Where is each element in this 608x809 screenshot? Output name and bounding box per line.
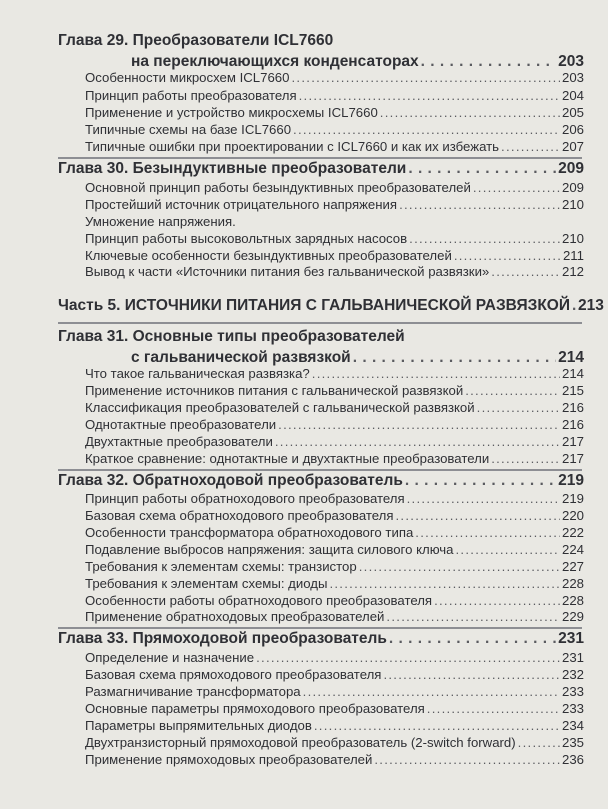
entry-title: Принцип работы обратноходового преобразователя (85, 491, 405, 506)
leader-dots (275, 434, 560, 450)
leader-dots (477, 400, 560, 416)
entry-title: Простейший источник отрицательного напряжения (85, 197, 398, 212)
entry-title: Основной принцип работы безындуктивных преобразователей (85, 180, 471, 195)
entry-page: 210 (561, 231, 584, 246)
leader-dots (415, 525, 560, 541)
chapter-29-heading (58, 30, 584, 72)
toc-entry (85, 248, 584, 264)
toc-entry (85, 667, 584, 683)
entry-page: 227 (561, 559, 584, 574)
entry-page: 215 (561, 383, 584, 398)
leader-dots (353, 347, 556, 368)
entry-page: 216 (561, 417, 584, 432)
toc-entry (85, 593, 584, 609)
entry-title: Основные параметры прямоходового преобразователя (85, 701, 425, 716)
entry-title: Базовая схема обратноходового преобразователя (85, 508, 394, 523)
part-5-heading (58, 297, 604, 315)
chapter-title: Глава 30. Безындуктивные преобразователи (58, 160, 407, 177)
chapter-33-heading (58, 628, 584, 649)
entry-page: 229 (561, 609, 584, 624)
entry-title: Подавление выбросов напряжения: защита силового ключа (85, 542, 454, 557)
toc-entry (85, 70, 584, 86)
chapter-title: Глава 32. Обратноходовой преобразователь (58, 472, 403, 489)
entry-page: 212 (561, 264, 584, 279)
entry-page: 234 (561, 718, 584, 733)
entry-page: 224 (561, 542, 584, 557)
chapter-title: Глава 29. Преобразователи ICL7660 (58, 32, 334, 49)
leader-dots (329, 576, 560, 592)
leader-dots (299, 88, 560, 104)
leader-dots (396, 508, 560, 524)
leader-dots (501, 139, 560, 155)
toc-entry (85, 105, 584, 121)
entry-page: 214 (561, 366, 584, 381)
entry-title: Применение обратноходовых преобразователей (85, 609, 385, 624)
entry-page: 236 (561, 752, 584, 767)
entry-title: Двухтранзисторный прямоходовой преобразователь (2-switch forward) (85, 735, 516, 750)
toc-entry (85, 214, 584, 230)
entry-page: 233 (561, 684, 584, 699)
leader-dots (407, 491, 560, 507)
toc-entry (85, 718, 584, 734)
leader-dots (454, 248, 561, 264)
section-divider (58, 322, 582, 324)
toc-entry (85, 264, 584, 280)
toc-entry (85, 701, 584, 717)
entry-title: Особенности работы обратноходового преобразователя (85, 593, 433, 608)
leader-dots (312, 366, 560, 382)
entry-page: 209 (561, 180, 584, 195)
toc-entry (85, 609, 584, 625)
entry-title: Применение и устройство микросхемы ICL7660 (85, 105, 378, 120)
entry-title: Базовая схема прямоходового преобразователя (85, 667, 382, 682)
chapter-page: 231 (558, 630, 584, 647)
leader-dots (434, 593, 560, 609)
entry-title: Однотактные преобразователи (85, 417, 277, 432)
part-title: Часть 5. ИСТОЧНИКИ ПИТАНИЯ С ГАЛЬВАНИЧЕСКОЙ РАЗВЯЗКОЙ (58, 297, 570, 314)
leader-dots (491, 264, 560, 280)
entry-title: Что такое гальваническая развязка? (85, 366, 310, 381)
entry-page: 207 (561, 139, 584, 154)
chapter-32-heading (58, 470, 584, 491)
chapter-page: 219 (558, 472, 584, 489)
entry-page: 233 (561, 701, 584, 716)
chapter-page: 214 (558, 349, 584, 366)
toc-entry (85, 400, 584, 416)
chapter-page: 203 (558, 53, 584, 70)
leader-dots (291, 70, 560, 86)
entry-title: Типичные схемы на базе ICL7660 (85, 122, 292, 137)
toc-entry (85, 576, 584, 592)
leader-dots (408, 158, 556, 179)
toc-entry (85, 542, 584, 558)
entry-page: 217 (561, 451, 584, 466)
entry-page: 235 (561, 735, 584, 750)
chapter-title-cont: на переключающихся конденсаторах (131, 53, 419, 70)
toc-entry (85, 525, 584, 541)
entry-title: Особенности трансформатора обратноходового типа (85, 525, 414, 540)
entry-title: Размагничивание трансформатора (85, 684, 301, 699)
leader-dots (518, 735, 560, 751)
chapter-title: Глава 33. Прямоходовой преобразователь (58, 630, 387, 647)
entry-page: 216 (561, 400, 584, 415)
part-page: 213 (578, 297, 604, 314)
toc-entry (85, 559, 584, 575)
chapter-page: 209 (558, 160, 584, 177)
leader-dots (293, 122, 560, 138)
entry-page: 220 (561, 508, 584, 523)
chapter-31-heading (58, 326, 584, 368)
leader-dots (278, 417, 560, 433)
entry-title: Применение прямоходовых преобразователей (85, 752, 373, 767)
chapter-title-cont: с гальванической развязкой (131, 349, 351, 366)
leader-dots (386, 609, 560, 625)
toc-entry (85, 383, 584, 399)
leader-dots (380, 105, 560, 121)
toc-entry (85, 197, 584, 213)
entry-title: Определение и назначение (85, 650, 255, 665)
entry-title: Краткое сравнение: однотактные и двухтактные преобразователи (85, 451, 490, 466)
entry-title: Параметры выпрямительных диодов (85, 718, 312, 733)
entry-page: 232 (561, 667, 584, 682)
leader-dots (405, 470, 556, 491)
leader-dots (389, 628, 556, 649)
entry-title: Принцип работы преобразователя (85, 88, 297, 103)
toc-entry (85, 491, 584, 507)
entry-title: Требования к элементам схемы: транзистор (85, 559, 357, 574)
entry-title: Двухтактные преобразователи (85, 434, 273, 449)
leader-dots (303, 684, 560, 700)
leader-dots (383, 667, 560, 683)
entry-title: Особенности микросхем ICL7660 (85, 70, 290, 85)
leader-dots (465, 383, 560, 399)
leader-dots (256, 650, 560, 666)
entry-page: 228 (561, 576, 584, 591)
leader-dots (359, 559, 560, 575)
entry-page: 203 (561, 70, 584, 85)
toc-entry (85, 684, 584, 700)
entry-title: Умножение напряжения. (85, 214, 236, 229)
entry-title: Применение источников питания с гальванической развязкой (85, 383, 464, 398)
toc-entry (85, 451, 584, 467)
chapter-title: Глава 31. Основные типы преобразователей (58, 328, 405, 345)
toc-entry (85, 735, 584, 751)
toc-entry (85, 139, 584, 155)
entry-page: 222 (561, 525, 584, 540)
toc-entry (85, 366, 584, 382)
entry-title: Типичные ошибки при проектировании с ICL7660 и как их избежать (85, 139, 500, 154)
entry-page: 205 (561, 105, 584, 120)
entry-page: 204 (561, 88, 584, 103)
leader-dots (491, 451, 560, 467)
entry-title: Вывод к части «Источники питания без гальванической развязки» (85, 264, 490, 279)
toc-entry (85, 752, 584, 768)
entry-title: Ключевые особенности безындуктивных преобразователей (85, 248, 452, 263)
leader-dots (314, 718, 560, 734)
entry-title: Принцип работы высоковольтных зарядных насосов (85, 231, 408, 246)
toc-entry (85, 417, 584, 433)
toc-entry (85, 508, 584, 524)
leader-dots (456, 542, 560, 558)
entry-page: 219 (561, 491, 584, 506)
chapter-30-heading (58, 158, 584, 179)
toc-entry (85, 88, 584, 104)
entry-title: Классификация преобразователей с гальванической развязкой (85, 400, 475, 415)
leader-dots (473, 180, 560, 196)
entry-page: 231 (561, 650, 584, 665)
entry-page: 217 (561, 434, 584, 449)
entry-page: 228 (561, 593, 584, 608)
leader-dots (421, 51, 556, 72)
toc-entry (85, 650, 584, 666)
toc-entry (85, 122, 584, 138)
toc-entry (85, 231, 584, 247)
leader-dots (409, 231, 560, 247)
leader-dots (572, 297, 576, 315)
leader-dots (427, 701, 560, 717)
entry-page: 211 (562, 248, 584, 263)
entry-page: 206 (561, 122, 584, 137)
toc-entry (85, 434, 584, 450)
leader-dots (399, 197, 560, 213)
leader-dots (374, 752, 560, 768)
entry-page: 210 (561, 197, 584, 212)
toc-entry (85, 180, 584, 196)
entry-title: Требования к элементам схемы: диоды (85, 576, 328, 591)
